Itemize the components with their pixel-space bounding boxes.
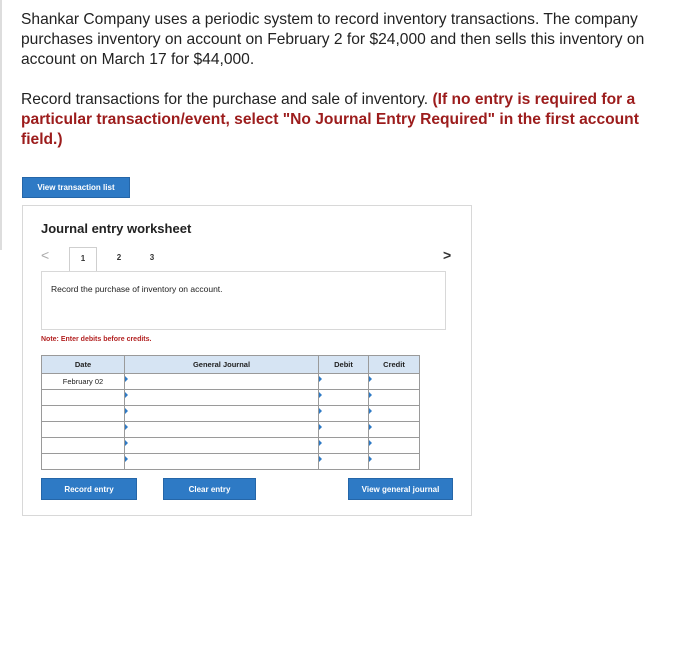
credit-input[interactable] <box>369 374 420 390</box>
clear-entry-button[interactable]: Clear entry <box>163 478 256 500</box>
left-divider <box>0 0 2 250</box>
debit-input[interactable] <box>319 374 369 390</box>
header-debit: Debit <box>319 356 369 374</box>
account-input[interactable] <box>125 374 319 390</box>
tab-2[interactable]: 2 <box>116 253 122 262</box>
date-cell <box>42 406 125 422</box>
note-text: Note: Enter debits before credits. <box>41 336 152 343</box>
prompt-box <box>41 271 446 330</box>
question-text <box>21 10 671 150</box>
credit-input[interactable] <box>369 454 420 470</box>
debit-input[interactable] <box>319 454 369 470</box>
date-cell <box>42 438 125 454</box>
header-general-journal: General Journal <box>125 356 319 374</box>
debit-input[interactable] <box>319 422 369 438</box>
table-row <box>42 454 420 470</box>
credit-input[interactable] <box>369 406 420 422</box>
account-input[interactable] <box>125 454 319 470</box>
journal-header-row <box>42 356 420 374</box>
date-cell <box>42 422 125 438</box>
debit-input[interactable] <box>319 438 369 454</box>
record-entry-button[interactable]: Record entry <box>41 478 137 500</box>
worksheet-title: Journal entry worksheet <box>41 221 192 236</box>
credit-input[interactable] <box>369 422 420 438</box>
tab-1[interactable]: 1 <box>69 247 97 271</box>
tab-3[interactable]: 3 <box>149 253 155 262</box>
table-row <box>42 374 420 390</box>
account-input[interactable] <box>125 422 319 438</box>
next-arrow-icon[interactable]: > <box>443 247 452 263</box>
table-row <box>42 438 420 454</box>
question-instruction <box>21 90 671 150</box>
prompt-text: Record the purchase of inventory on account. <box>51 284 223 294</box>
prev-arrow-icon[interactable]: < <box>41 247 50 263</box>
date-cell <box>42 390 125 406</box>
header-date: Date <box>42 356 125 374</box>
table-row <box>42 406 420 422</box>
journal-table <box>41 355 420 470</box>
instruction-plain: Record transactions for the purchase and sale of inventory. <box>21 91 433 108</box>
debit-input[interactable] <box>319 390 369 406</box>
account-input[interactable] <box>125 438 319 454</box>
view-general-journal-button[interactable]: View general journal <box>348 478 453 500</box>
journal-entry-worksheet <box>22 205 472 516</box>
account-input[interactable] <box>125 406 319 422</box>
credit-input[interactable] <box>369 390 420 406</box>
table-row <box>42 422 420 438</box>
table-row <box>42 390 420 406</box>
header-credit: Credit <box>369 356 420 374</box>
debit-input[interactable] <box>319 406 369 422</box>
question-paragraph: Shankar Company uses a periodic system to record inventory transactions. The company purchases inventory on account on February 2 for $24,000 and then sells this inventory on account on March 17 for $44,000. <box>21 11 645 68</box>
date-cell: February 02 <box>42 374 125 390</box>
view-transaction-list-button[interactable]: View transaction list <box>22 177 130 198</box>
date-cell <box>42 454 125 470</box>
account-input[interactable] <box>125 390 319 406</box>
credit-input[interactable] <box>369 438 420 454</box>
instruction-bold: (If no entry is required for a particular transaction/event, select "No Journal Entry Required" in the first account field.) <box>21 91 639 148</box>
